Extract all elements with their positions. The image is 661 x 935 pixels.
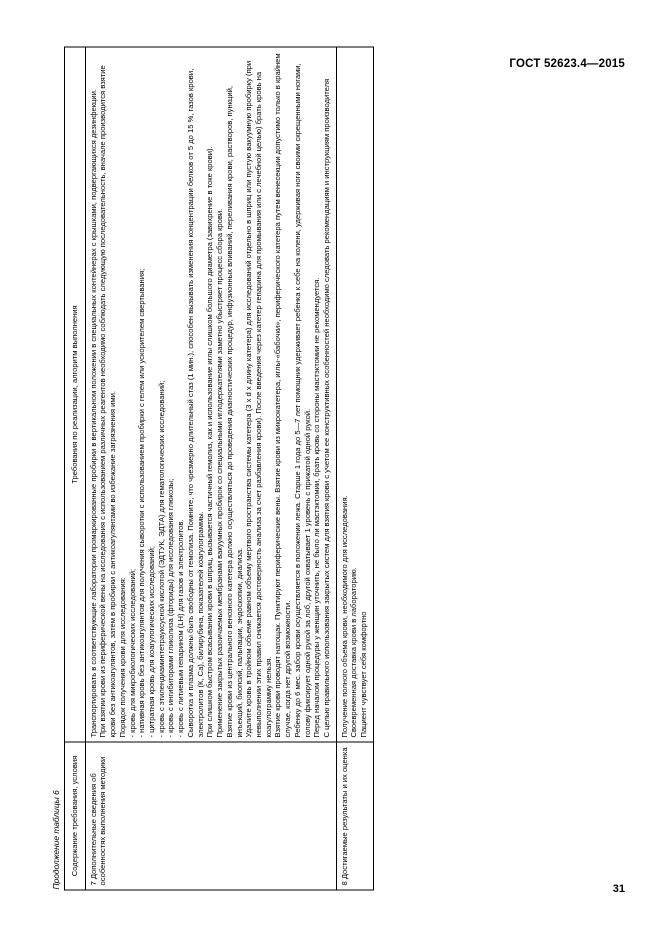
paragraph: При слишком быстром всасывании крови в шприц, вызывается частичный гемолиз, как и использование иглы слишком большого диаметра (завихрение в токе крови). [204,145,214,737]
requirements-table [64,46,374,890]
page-number: 31 [612,883,625,895]
paragraph: - кровь с ингибиторами гликолиза (фториды) для исследования глюкозы; [165,478,175,737]
row-label-text: 7 Дополнительные сведения об особенностях выполнения методики [88,756,107,885]
paragraph: Пациент чувствует себя комфортно [358,610,368,737]
rotated-table-stage [51,45,611,890]
row-label-8 [336,742,373,890]
standard-header: ГОСТ 52623.4—2015 [509,58,625,70]
paragraph: Порядок получения крови для исследования: [117,576,127,737]
table-row [336,47,373,890]
paragraph: При взятии крови из периферической вены на исследования с использованием различных реагентов необходимо соблюдать следующую последовательность, вначале производится взятие крови без антикоагулянтов, затем в пробирки с антикоагулянтами во избежание загрязнения ими. [97,64,117,737]
paragraph: Получение полного объема крови, необходимого для исследования. [339,494,349,737]
paragraph: Транспортировать в соответствующие лаборатории промаркированные пробирки в вертикальном положении в специальных контейнерах с крышками, подвергающихся дезинфекции. [88,88,98,737]
paragraph: - кровь с литиевым гепарином (LH) для газов и электролитов. [175,518,185,737]
column-header-content: Содержание требования, условия [64,742,85,890]
paragraph: - нативная кровь без антикоагулянтов для получения сыворотки с использованием пробирки с гелем или ускорителем свертывания; [136,268,146,737]
paragraph: С целью правильного использования закрытых систем для взятия крови с учетом ее конструктивных особенностей необходимо следовать рекомендациям и инструкциям производителя [321,78,331,737]
paragraph: - кровь для микробиологических исследований; [127,568,137,737]
paragraph: Применение закрытых разоичаемых мембранами вакуумных пробирок со специальными иглодержателями заметно убыстряет процесс сбора крови. [214,208,224,737]
table-header-row [64,47,85,890]
paragraph: Удалите кровь в тройном объеме равном объему мертвого пространства системы катетера (3 х d х длину катетера) для исследований отдельно в шприц или пустую вакуумную пробирку (при невыполнении этих правил снижается достоверность анализа за счет разбавления крови). После введения через катетер гепарина для промывания или с лечебной целью) брать кровь на коагулограмму нельзя. [243,60,273,737]
column-header-implementation: Требования по реализации, алгоритм выполнения [64,47,85,742]
paragraph: Взятие крови проводят натощак. Пунктируют периферические вены. Взятие крови из микрокатетера, иглы-«бабочки», периферического катетера путем венесекции допустимо только в крайнем случае, когда нет другой возможности. [272,52,292,737]
paragraph: Ребенку до 6 мес. забор крови осуществляется в положении лежа. Старше 1 года до 5—7 лет помощник удерживает ребенка к себе на колени, удерживая ноги своими скрещенными ногами, голову фиксирует одной рукой за лоб, другой охватывает 1 уровень с прижатой одной рукой. [292,62,312,737]
row-label-text: 8 Достигаемые результаты и их оценка [339,746,349,885]
row-body-7 [85,47,336,742]
table-caption: Продолжение таблицы 6 [50,789,61,889]
paragraph: Сыворотка и плазма должны быть свободны от гемолиза. Помните, что чрезмерно длительный стаз (1 мин.), способен вызывать изменения концентрации белков от 5 до 15 %, газов крови, электролитов (К, Са), билирубина, показателей коагулограммы. [185,68,205,737]
paragraph: - кровь с этилендиаминтетрауксусной кислотой (ЭДТУК, ЭДТА) для гематологических исследований; [156,380,166,737]
paragraph: - цитратная кровь для коагулогических исследований; [146,545,156,737]
paragraph: Своевременная доставка крови в лабораторию. [348,566,358,737]
paragraph: Взятие крови из центрального венозного катетера должно осуществляться до проведения диагностических процедур, инфузионных вливаний, переливания крови, растворов, пункций, инъекций, биопсий, пальпации, эндоскопии, диализа. [224,85,243,737]
table-row [85,47,336,890]
paragraph: Перед началом процедуры у женщин уточнить, не было ли мастэктомии, брать кровь со стороны мастэктомии не рекомендуется. [311,277,321,737]
row-body-8 [336,47,373,742]
row-label-7 [85,742,336,890]
